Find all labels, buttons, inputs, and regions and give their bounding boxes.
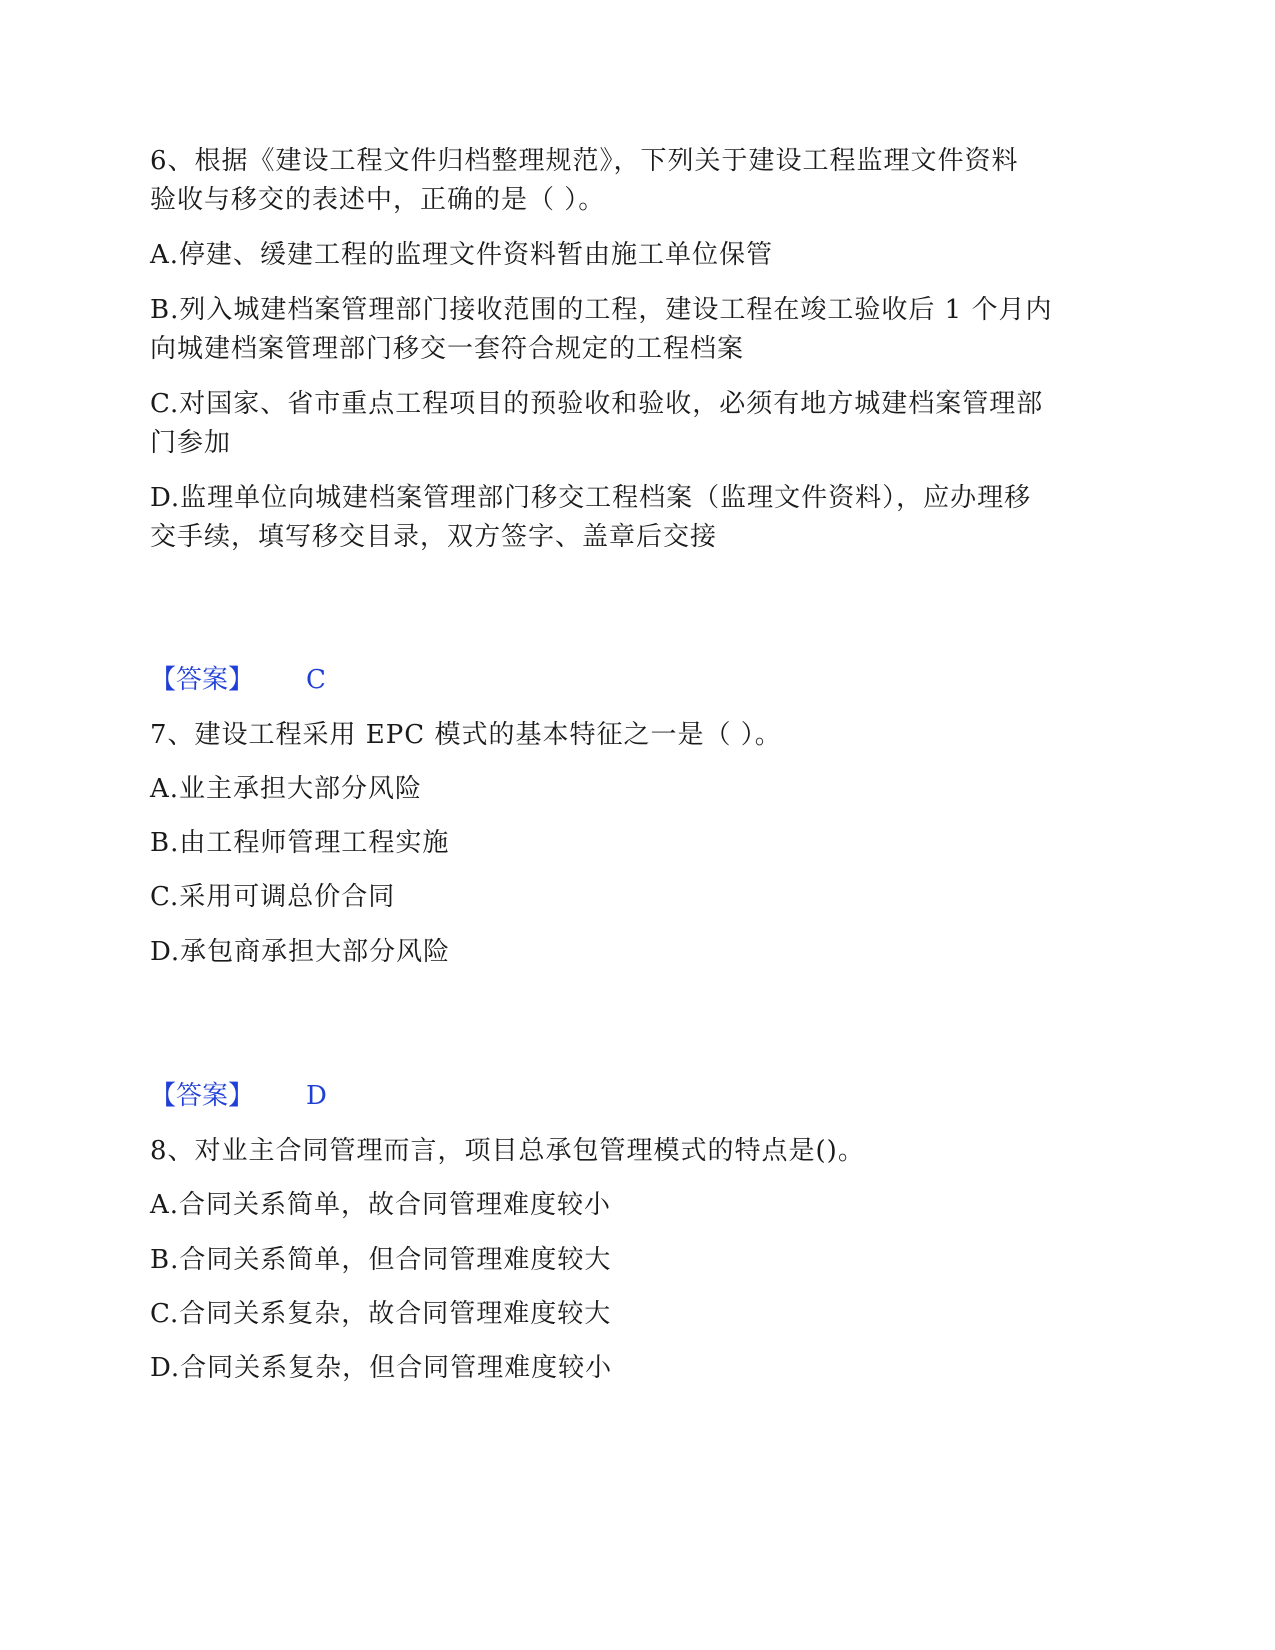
question-8-option-a: A.合同关系简单，故合同管理难度较小	[150, 1190, 612, 1220]
question-7-stem: 7、建设工程采用 EPC 模式的基本特征之一是（ ）。	[150, 720, 782, 750]
question-6-stem-line-2: 验收与移交的表述中，正确的是（ ）。	[150, 185, 606, 215]
question-7-answer	[150, 1076, 327, 1116]
question-6-option-b-line-1: B.列入城建档案管理部门接收范围的工程，建设工程在竣工验收后 1 个月内	[150, 295, 1053, 325]
question-7-option-a: A.业主承担大部分风险	[150, 774, 423, 804]
question-6-option-c-line-2: 门参加	[150, 428, 232, 458]
answer-label: 【答案】	[150, 1081, 255, 1111]
question-6-option-d-line-2: 交手续，填写移交目录，双方签字、盖章后交接	[150, 522, 718, 552]
question-8-option-c: C.合同关系复杂，故合同管理难度较大	[150, 1299, 612, 1329]
question-6-option-a: A.停建、缓建工程的监理文件资料暂由施工单位保管	[150, 240, 774, 270]
answer-label: 【答案】	[150, 665, 255, 695]
question-6-option-d-line-1: D.监理单位向城建档案管理部门移交工程档案（监理文件资料），应办理移	[150, 483, 1032, 513]
question-8-stem: 8、对业主合同管理而言，项目总承包管理模式的特点是()。	[150, 1136, 865, 1166]
answer-value: C	[306, 665, 326, 695]
question-6-stem-line-1: 6、根据《建设工程文件归档整理规范》，下列关于建设工程监理文件资料	[150, 146, 1019, 176]
question-7-option-c: C.采用可调总价合同	[150, 882, 396, 912]
question-8-option-b: B.合同关系简单，但合同管理难度较大	[150, 1245, 612, 1275]
question-6-answer	[150, 660, 326, 700]
question-6-option-c-line-1: C.对国家、省市重点工程项目的预验收和验收，必须有地方城建档案管理部	[150, 389, 1044, 419]
question-7-option-d: D.承包商承担大部分风险	[150, 937, 451, 967]
answer-value: D	[306, 1081, 327, 1111]
question-8-option-d: D.合同关系复杂，但合同管理难度较小	[150, 1353, 613, 1383]
question-6-option-b-line-2: 向城建档案管理部门移交一套符合规定的工程档案	[150, 334, 745, 364]
question-7-option-b: B.由工程师管理工程实施	[150, 828, 450, 858]
